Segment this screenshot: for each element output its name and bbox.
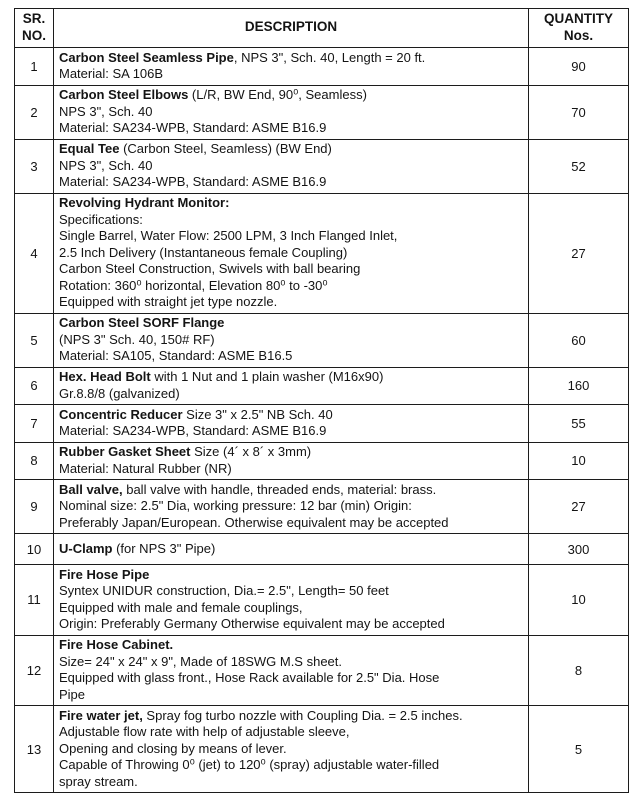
description-line: Origin: Preferably Germany Otherwise equivalent may be accepted: [59, 616, 445, 631]
quantity-cell: 10: [529, 442, 629, 480]
sr-no-cell: 5: [15, 313, 54, 367]
description-line: Equipped with straight jet type nozzle.: [59, 294, 278, 309]
description-line: Carbon Steel Construction, Swivels with ball bearing: [59, 261, 361, 276]
description-line: Gr.8.8/8 (galvanized): [59, 385, 180, 401]
description-cell: [54, 85, 529, 139]
description-line: Opening and closing by means of lever.: [59, 740, 287, 756]
table-row: [15, 85, 629, 139]
description-line: Ball valve, ball valve with handle, threaded ends, material: brass.: [59, 481, 437, 497]
quantity-cell: 60: [529, 313, 629, 367]
quantity-cell: 300: [529, 534, 629, 565]
quantity-cell: 27: [529, 193, 629, 313]
table-row: [15, 367, 629, 405]
quantity-cell: 70: [529, 85, 629, 139]
header-description: DESCRIPTION: [54, 9, 529, 48]
table-row: [15, 635, 629, 706]
description-line: Fire water jet, Spray fog turbo nozzle with Coupling Dia. = 2.5 inches.: [59, 707, 463, 723]
quantity-cell: 90: [529, 48, 629, 86]
description-line: Capable of Throwing 0⁰ (jet) to 120⁰ (spray) adjustable water-filled: [59, 757, 440, 772]
description-line: Material: SA 106B: [59, 66, 164, 81]
table-row: [15, 480, 629, 534]
description-line: Fire Hose Cabinet.: [59, 637, 174, 652]
description-line: Material: SA105, Standard: ASME B16.5: [59, 348, 293, 363]
description-cell: [54, 405, 529, 443]
sr-no-cell: 12: [15, 635, 54, 706]
description-line: (NPS 3" Sch. 40, 150# RF): [59, 331, 215, 347]
header-qty-line2: Nos.: [563, 27, 594, 43]
table-row: [15, 405, 629, 443]
description-line: Concentric Reducer Size 3" x 2.5" NB Sch. 40: [59, 406, 333, 422]
description-line: Equal Tee (Carbon Steel, Seamless) (BW End): [59, 141, 332, 156]
description-line: Revolving Hydrant Monitor:: [59, 195, 230, 210]
sr-no-cell: 3: [15, 139, 54, 193]
description-line: 2.5 Inch Delivery (Instantaneous female Coupling): [59, 244, 348, 260]
quantity-cell: 27: [529, 480, 629, 534]
description-cell: [54, 193, 529, 313]
table-row: [15, 193, 629, 313]
table-row: [15, 442, 629, 480]
description-cell: [54, 565, 529, 636]
table-row: [15, 313, 629, 367]
description-line: Fire Hose Pipe: [59, 566, 150, 582]
sr-no-cell: 8: [15, 442, 54, 480]
description-line: Size= 24" x 24" x 9", Made of 18SWG M.S sheet.: [59, 653, 343, 669]
description-line: Preferably Japan/European. Otherwise equivalent may be accepted: [59, 514, 449, 530]
quantity-cell: 52: [529, 139, 629, 193]
description-line: Material: SA234-WPB, Standard: ASME B16.9: [59, 174, 327, 189]
header-qty-line1: QUANTITY: [544, 11, 613, 26]
description-line: NPS 3", Sch. 40: [59, 103, 153, 119]
description-line: Adjustable flow rate with help of adjustable sleeve,: [59, 724, 350, 739]
description-line: Specifications:: [59, 211, 143, 227]
description-cell: [54, 635, 529, 706]
description-line: Equipped with glass front., Hose Rack available for 2.5" Dia. Hose: [59, 670, 440, 685]
description-line: Carbon Steel Seamless Pipe, NPS 3", Sch. 40, Length = 20 ft.: [59, 49, 426, 65]
sr-no-cell: 9: [15, 480, 54, 534]
sr-no-cell: 2: [15, 85, 54, 139]
description-line: Carbon Steel Elbows (L/R, BW End, 90⁰, Seamless): [59, 87, 367, 102]
description-cell: [54, 139, 529, 193]
description-cell: [54, 442, 529, 480]
description-cell: [54, 48, 529, 86]
description-cell: [54, 313, 529, 367]
quantity-cell: 55: [529, 405, 629, 443]
description-line: spray stream.: [59, 773, 138, 789]
header-sr-line2: NO.: [21, 27, 46, 43]
description-line: U-Clamp (for NPS 3" Pipe): [59, 540, 216, 556]
sr-no-cell: 7: [15, 405, 54, 443]
description-line: NPS 3", Sch. 40: [59, 157, 153, 173]
quantity-cell: 10: [529, 565, 629, 636]
table-row: [15, 48, 629, 86]
header-sr-line1: SR.: [22, 11, 46, 26]
description-cell: [54, 706, 529, 793]
table-row: [15, 534, 629, 565]
description-line: Single Barrel, Water Flow: 2500 LPM, 3 Inch Flanged Inlet,: [59, 228, 398, 243]
sr-no-cell: 6: [15, 367, 54, 405]
description-line: Material: SA234-WPB, Standard: ASME B16.9: [59, 120, 327, 135]
header-row: [15, 9, 629, 48]
table-row: [15, 139, 629, 193]
quantity-cell: 8: [529, 635, 629, 706]
description-line: Hex. Head Bolt with 1 Nut and 1 plain washer (M16x90): [59, 369, 384, 384]
description-line: Syntex UNIDUR construction, Dia.= 2.5", Length= 50 feet: [59, 583, 389, 598]
description-cell: [54, 534, 529, 565]
table-row: [15, 706, 629, 793]
table-body: [15, 48, 629, 793]
description-line: Material: SA234-WPB, Standard: ASME B16.9: [59, 423, 327, 438]
sr-no-cell: 4: [15, 193, 54, 313]
sr-no-cell: 11: [15, 565, 54, 636]
description-line: Carbon Steel SORF Flange: [59, 315, 225, 330]
header-quantity: [529, 9, 629, 48]
description-cell: [54, 480, 529, 534]
sr-no-cell: 1: [15, 48, 54, 86]
description-line: Rotation: 360⁰ horizontal, Elevation 80⁰ to -30⁰: [59, 277, 328, 293]
header-sr-no: [15, 9, 54, 48]
materials-quantity-table: [14, 8, 629, 793]
description-cell: [54, 367, 529, 405]
quantity-cell: 5: [529, 706, 629, 793]
sr-no-cell: 13: [15, 706, 54, 793]
quantity-cell: 160: [529, 367, 629, 405]
description-line: Nominal size: 2.5" Dia, working pressure: 12 bar (min) Origin:: [59, 498, 412, 513]
description-line: Material: Natural Rubber (NR): [59, 460, 232, 476]
description-line: Equipped with male and female couplings,: [59, 599, 303, 615]
description-line: Pipe: [59, 686, 86, 702]
table-header: [15, 9, 629, 48]
description-line: Rubber Gasket Sheet Size (4´ x 8´ x 3mm): [59, 444, 312, 459]
table-row: [15, 565, 629, 636]
sr-no-cell: 10: [15, 534, 54, 565]
